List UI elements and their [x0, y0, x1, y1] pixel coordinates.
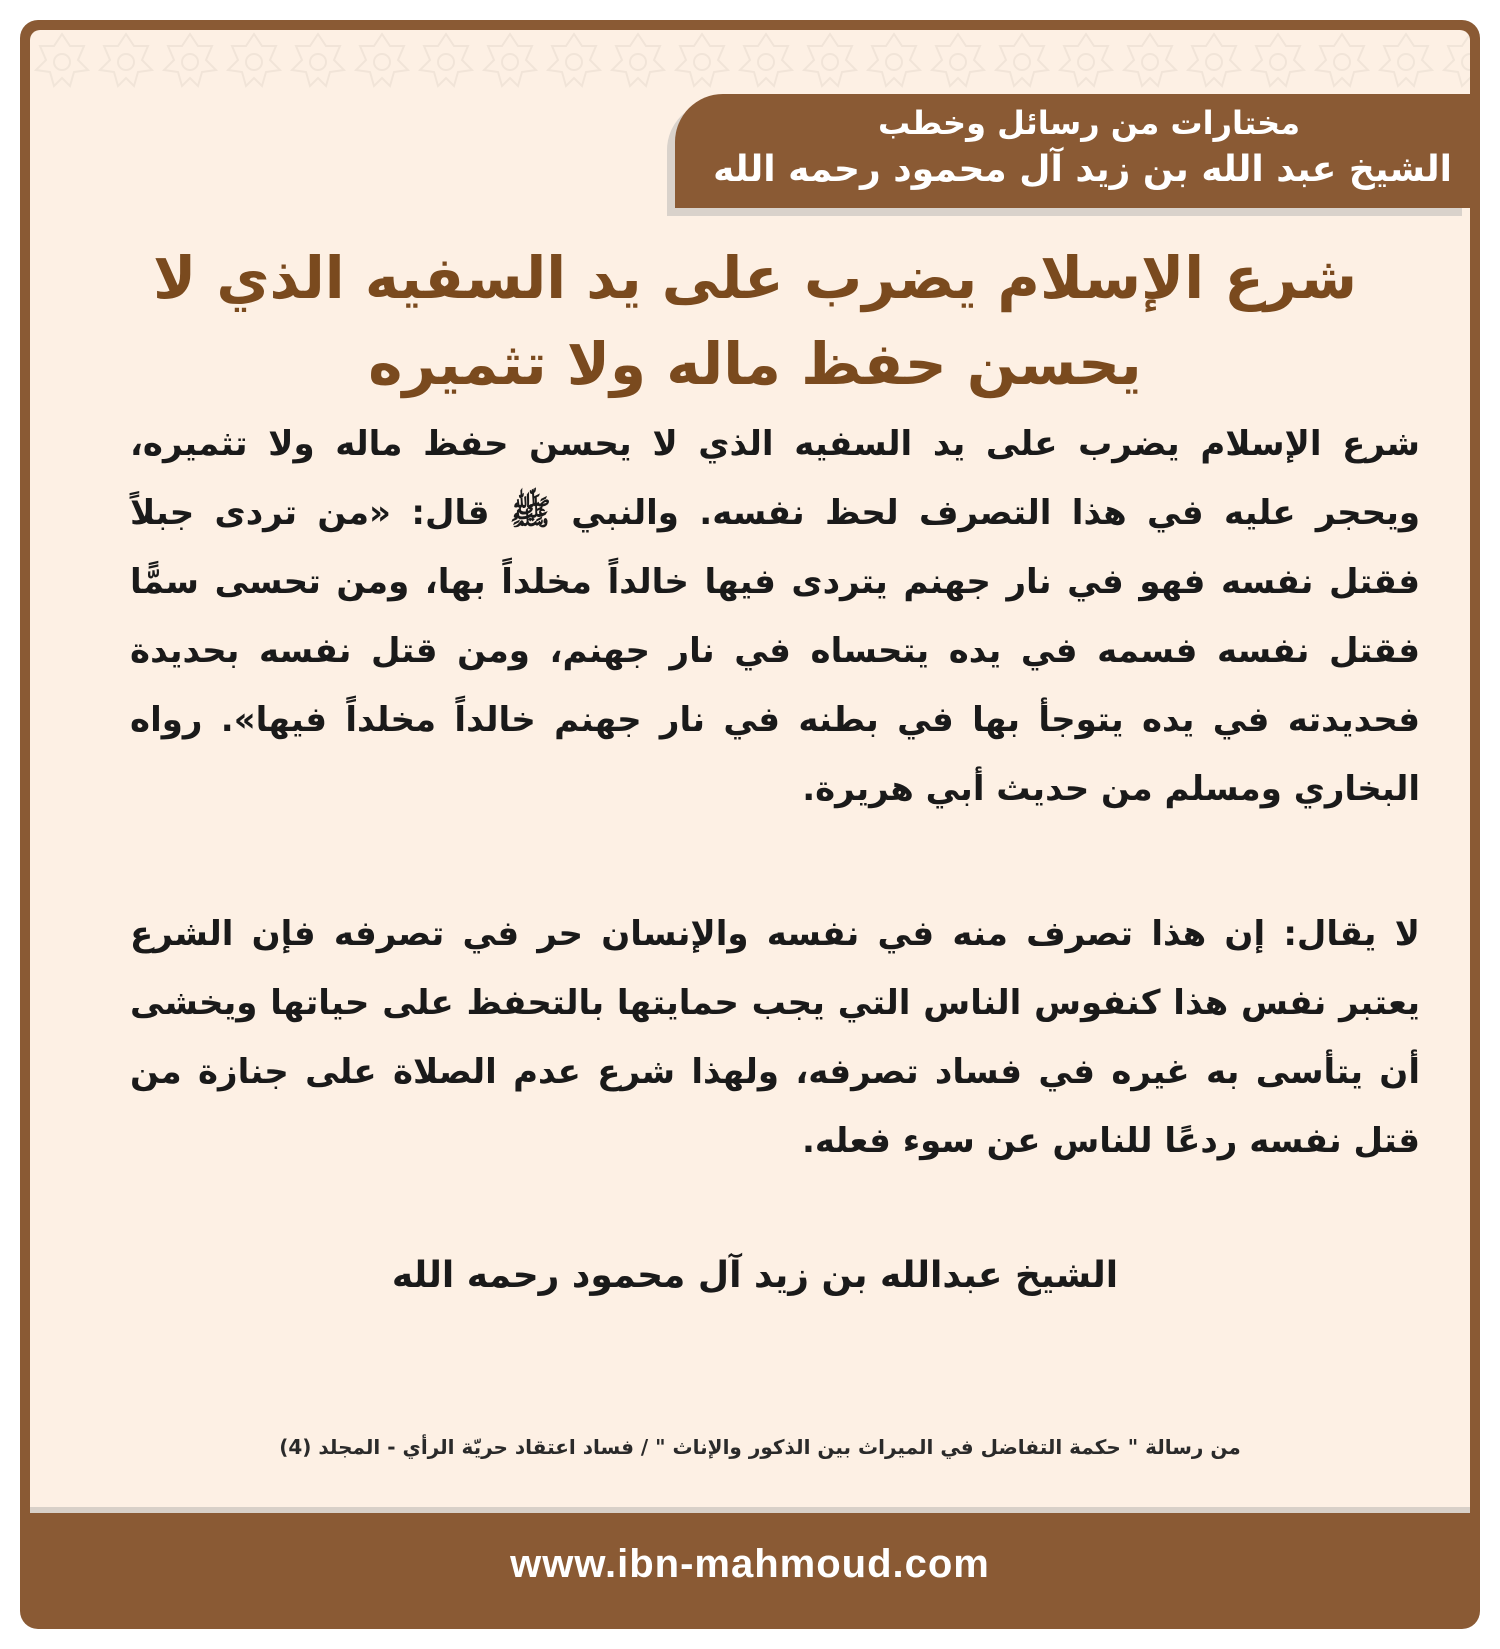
signature: الشيخ عبدالله بن زيد آل محمود رحمه الله	[391, 1255, 1119, 1296]
divider	[30, 1507, 1470, 1513]
paragraph-1: شرع الإسلام يضرب على يد السفيه الذي لا يحسن حفظ ماله ولا تثميره، ويحجر عليه في هذا التصرف لحظ نفسه. والنبي ﷺ قال: «من تردى جبلاً فقتل نفسه فهو في نار جهنم يتردى فيها خالداً مخلداً بها، ومن تحسى سمًّا فقتل نفسه فسمه في يده يتحساه في نار جهنم، ومن قتل نفسه بحديدة فحديدته في يده يتوجأ بها في بطنه في نار جهنم خالداً مخلداً فيها». رواه البخاري ومسلم من حديث أبي هريرة.	[130, 424, 1420, 809]
decorative-pattern	[30, 30, 1470, 94]
paragraph-2: لا يقال: إن هذا تصرف منه في نفسه والإنسان حر في تصرفه فإن الشرع يعتبر نفس هذا كنفوس الناس التي يجب حمايتها بالتحفظ على حياتها ويخشى أن يتأسى به غيره في فساد تصرفه، ولهذا شرع عدم الصلاة على جنازة من قتل نفسه ردعًا للناس عن سوء فعله.	[130, 914, 1420, 1161]
header-subtitle: مختارات من رسائل وخطب	[877, 104, 1300, 142]
website-link[interactable]: www.ibn-mahmoud.com	[510, 1542, 990, 1586]
header-author: الشيخ عبد الله بن زيد آل محمود رحمه الله	[713, 149, 1452, 190]
post-card	[20, 20, 1480, 1629]
source-citation: من رسالة " حكمة التفاضل في الميراث بين الذكور والإناث " / فساد اعتقاد حريّة الرأي - المجلد (4)	[279, 1435, 1241, 1459]
page-title: شرع الإسلام يضرب على يد السفيه الذي لا يحسن حفظ ماله ولا تثميره	[152, 244, 1358, 398]
content-panel	[30, 30, 1470, 1513]
header-tab	[675, 94, 1470, 208]
